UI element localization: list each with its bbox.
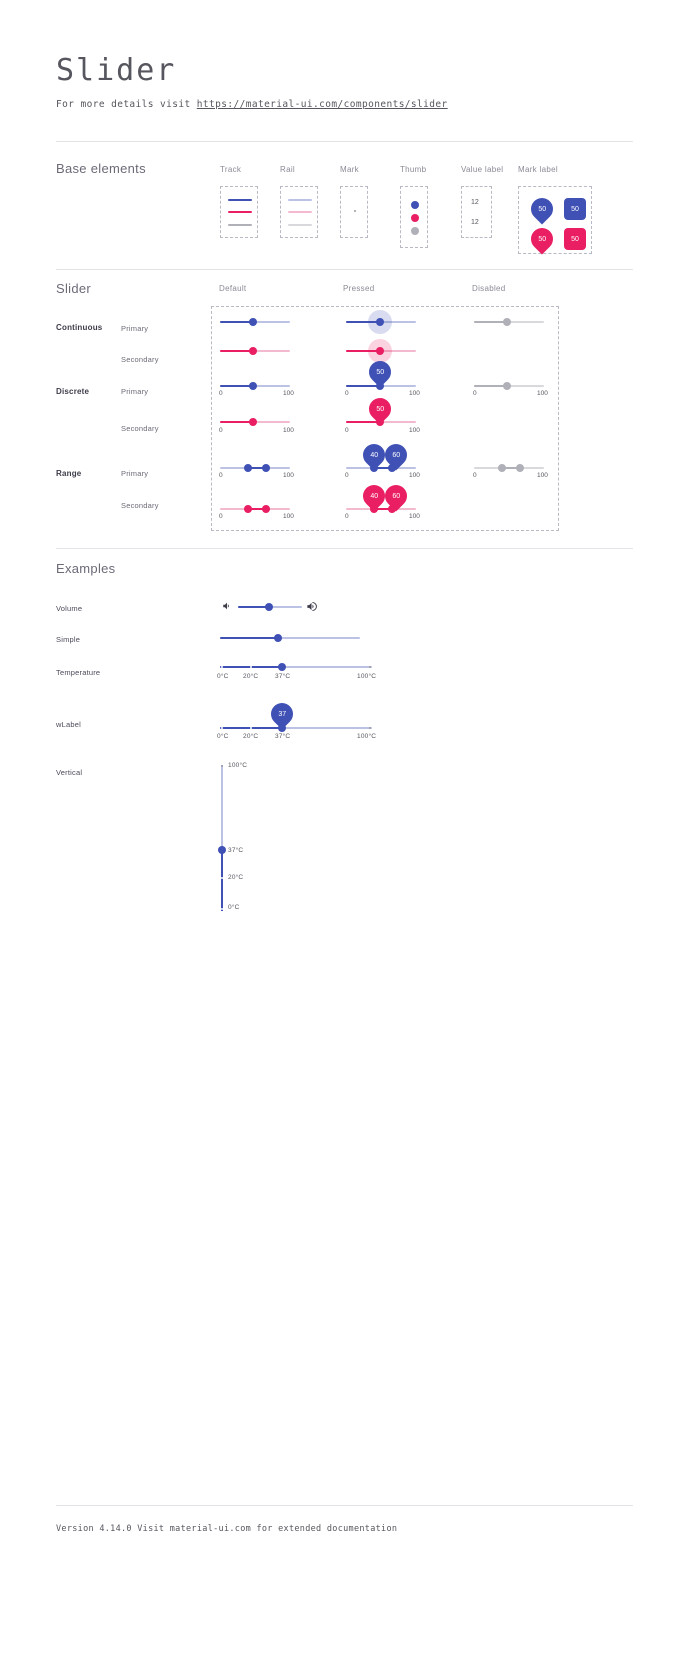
range-primary-default-max: 100 [283, 472, 294, 479]
wlabel-mark-label-100: 100°C [357, 733, 377, 740]
disc-primary-default-max: 100 [283, 390, 294, 397]
temperature-mark-20 [250, 666, 252, 668]
range-secondary-default-max: 100 [283, 513, 294, 520]
disc-secondary-default-thumb[interactable] [249, 418, 257, 426]
example-label-temperature: Temperature [56, 668, 101, 677]
range-secondary-default-thumb-high[interactable] [262, 505, 270, 513]
divider-base-elements [56, 269, 633, 270]
base-mark-label-box [518, 186, 592, 254]
cont-secondary-default-thumb[interactable] [249, 347, 257, 355]
disc-primary-disabled-min: 0 [473, 390, 477, 397]
example-label-vertical: Vertical [56, 768, 83, 777]
disc-primary-pressed-min: 0 [345, 390, 349, 397]
docs-link[interactable]: https://material-ui.com/components/slider [196, 99, 448, 110]
mark-label-square-secondary: 50 [564, 228, 586, 250]
col-head-disabled: Disabled [472, 284, 506, 293]
range-primary-pressed-min: 0 [345, 472, 349, 479]
disc-secondary-default-max: 100 [283, 427, 294, 434]
range-secondary-pressed-value-low-text: 40 [370, 492, 378, 500]
col-head-default: Default [219, 284, 247, 293]
temperature-mark-label-37: 37°C [275, 673, 291, 680]
row-head-range: Range [56, 469, 82, 478]
vertical-mark-label-20: 20°C [228, 874, 244, 881]
disc-primary-pressed-value-text: 50 [376, 368, 384, 376]
temperature-mark-0 [221, 666, 223, 668]
col-head-rail: Rail [280, 165, 295, 174]
volume-up-icon[interactable] [306, 601, 317, 612]
disc-secondary-pressed-thumb[interactable] [376, 418, 384, 426]
range-primary-disabled-thumb-high [516, 464, 524, 472]
divider-footer [56, 1505, 633, 1506]
example-label-volume: Volume [56, 604, 83, 613]
track-secondary [228, 211, 252, 213]
vertical-thumb[interactable] [218, 846, 226, 854]
subtitle-text: For more details visit [56, 99, 197, 110]
disc-primary-default-thumb[interactable] [249, 382, 257, 390]
vertical-mark-label-100: 100°C [228, 762, 248, 769]
rail-disabled [288, 224, 312, 226]
col-head-mark-label: Mark label [518, 165, 558, 174]
temperature-mark-label-100: 100°C [357, 673, 377, 680]
cont-primary-default-thumb[interactable] [249, 318, 257, 326]
wlabel-thumb[interactable] [278, 724, 286, 732]
example-label-simple: Simple [56, 635, 81, 644]
range-primary-disabled-min: 0 [473, 472, 477, 479]
range-primary-pressed-max: 100 [409, 472, 420, 479]
disc-primary-disabled-max: 100 [537, 390, 548, 397]
track-disabled [228, 224, 252, 226]
wlabel-mark-20 [250, 727, 252, 729]
col-head-pressed: Pressed [343, 284, 375, 293]
row-sub-discrete-secondary: Secondary [121, 424, 159, 433]
wlabel-mark-label-37: 37°C [275, 733, 291, 740]
range-secondary-pressed-min: 0 [345, 513, 349, 520]
example-label-wlabel: wLabel [56, 720, 81, 729]
range-primary-pressed-value-high-text: 60 [392, 451, 400, 459]
mark-label-text-1: 50 [538, 205, 546, 213]
rail-secondary [288, 211, 312, 213]
base-thumb-box [400, 186, 428, 248]
wlabel-value-text: 37 [278, 710, 286, 718]
disc-secondary-pressed-track [346, 421, 379, 423]
divider-top [56, 141, 633, 142]
page-subtitle [56, 99, 448, 110]
disc-secondary-pressed-value-text: 50 [376, 405, 384, 413]
mark-label-bubble-primary [526, 193, 557, 224]
base-value-label-box [461, 186, 492, 238]
row-head-continuous: Continuous [56, 323, 103, 332]
disc-secondary-pressed-max: 100 [409, 427, 420, 434]
footer-text: Version 4.14.0 Visit material-ui.com for extended documentation [56, 1524, 398, 1534]
cont-primary-disabled-thumb [503, 318, 511, 326]
row-sub-continuous-primary: Primary [121, 324, 149, 333]
col-head-thumb: Thumb [400, 165, 427, 174]
range-primary-default-min: 0 [219, 472, 223, 479]
mark-label-square-primary: 50 [564, 198, 586, 220]
vertical-mark-label-37: 37°C [228, 847, 244, 854]
thumb-primary [411, 201, 419, 209]
row-head-discrete: Discrete [56, 387, 90, 396]
disc-primary-disabled-thumb [503, 382, 511, 390]
disc-secondary-default-min: 0 [219, 427, 223, 434]
range-secondary-pressed-thumb-high[interactable] [388, 505, 396, 513]
col-head-value-label: Value label [461, 165, 504, 174]
divider-slider [56, 548, 633, 549]
wlabel-mark-0 [221, 727, 223, 729]
disc-primary-default-min: 0 [219, 390, 223, 397]
range-primary-disabled-thumb-low [498, 464, 506, 472]
simple-thumb[interactable] [274, 634, 282, 642]
range-primary-pressed-thumb-low[interactable] [370, 464, 378, 472]
wlabel-mark-100 [369, 727, 371, 729]
simple-track [220, 637, 278, 639]
mark-label-text-3: 50 [538, 235, 546, 243]
row-sub-range-secondary: Secondary [121, 501, 159, 510]
disc-primary-pressed-track [346, 385, 379, 387]
range-primary-pressed-thumb-high[interactable] [388, 464, 396, 472]
thumb-secondary [411, 214, 419, 222]
range-secondary-pressed-max: 100 [409, 513, 420, 520]
col-head-mark: Mark [340, 165, 359, 174]
vertical-track [221, 850, 223, 911]
base-rail-box [280, 186, 318, 238]
vertical-mark-label-0: 0°C [228, 904, 240, 911]
vertical-mark-100 [221, 765, 223, 767]
mark-label-bubble-secondary [526, 223, 557, 254]
page-title: Slider [56, 53, 177, 88]
range-primary-pressed-value-low-text: 40 [370, 451, 378, 459]
range-secondary-pressed-thumb-low[interactable] [370, 505, 378, 513]
value-label-1: 12 [471, 199, 479, 206]
range-secondary-pressed-value-high-text: 60 [392, 492, 400, 500]
wlabel-mark-label-20: 20°C [243, 733, 259, 740]
range-primary-default-thumb-low[interactable] [244, 464, 252, 472]
disc-primary-pressed-thumb[interactable] [376, 382, 384, 390]
wlabel-mark-label-0: 0°C [217, 733, 229, 740]
range-primary-default-thumb-high[interactable] [262, 464, 270, 472]
section-title-slider: Slider [56, 281, 92, 296]
base-mark-box [340, 186, 368, 238]
col-head-track: Track [220, 165, 242, 174]
volume-thumb[interactable] [265, 603, 273, 611]
volume-down-icon[interactable] [222, 601, 232, 611]
rail-primary [288, 199, 312, 201]
temperature-thumb[interactable] [278, 663, 286, 671]
temperature-mark-label-0: 0°C [217, 673, 229, 680]
disc-primary-pressed-max: 100 [409, 390, 420, 397]
vertical-mark-20 [221, 877, 223, 879]
row-sub-discrete-primary: Primary [121, 387, 149, 396]
temperature-mark-label-20: 20°C [243, 673, 259, 680]
range-primary-disabled-max: 100 [537, 472, 548, 479]
cont-primary-pressed-thumb[interactable] [376, 318, 384, 326]
mark-dot [354, 210, 356, 212]
range-secondary-default-thumb-low[interactable] [244, 505, 252, 513]
cont-secondary-pressed-thumb[interactable] [376, 347, 384, 355]
temperature-mark-100 [369, 666, 371, 668]
range-secondary-default-min: 0 [219, 513, 223, 520]
track-primary [228, 199, 252, 201]
disc-secondary-pressed-min: 0 [345, 427, 349, 434]
section-title-examples: Examples [56, 561, 116, 576]
row-sub-continuous-secondary: Secondary [121, 355, 159, 364]
value-label-2: 12 [471, 219, 479, 226]
row-sub-range-primary: Primary [121, 469, 149, 478]
vertical-mark-0 [221, 908, 223, 910]
base-track-box [220, 186, 258, 238]
thumb-disabled [411, 227, 419, 235]
section-title-base-elements: Base elements [56, 161, 146, 176]
